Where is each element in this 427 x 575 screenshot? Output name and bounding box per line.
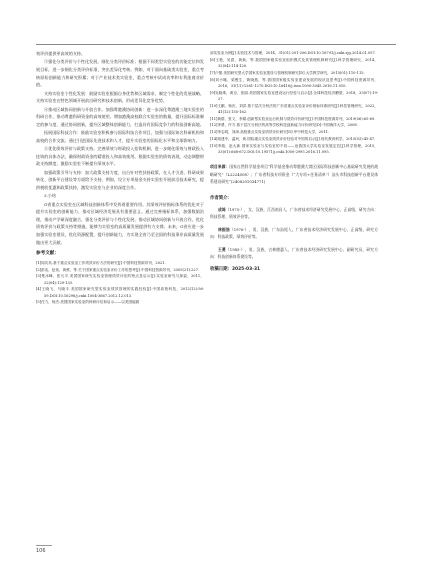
reference-item: [13]李志明，刘涛.高校重点实验室绩效评价研究[D].华中科技大学，2011. [210,130,330,135]
body-paragraph: ③强化分类评价与个性化发展。细化分类评价标准；根据不同类型实验室的功能定位和发展目标，进一步细化分类评价标准，突出差异化考核。例如，对于面向基础类实验室，重点考核原始创新能力和研究积累；对于产业技术类实验室，重点考核中试成功率和专利池商业价值。 [36,59,204,88]
reference-item: [14]周建中，温珂，黄.国际重点实验室绩效评价经验对中国的启示[J].现代教育科学，2015(03):45-47. [210,136,376,141]
body-paragraph: 加强政策引导与支持：加大政策支持力度，出台针对性扶持政策，在人才引进、科研成果转化、创新平台建设等方面给予支持。例如，设立专项基金支持实验室开展前沿技术研究，提供税收优惠和政策扶持，激发实验室与企业的深度合作。 [36,169,204,190]
fund-text: 国家自然科学基金项目“科学基金推动粤港澳大湾区国际科技创新中心基础研究发展的战略研究”（L2224008）；广东省科技专项资金（“大专项+任务清单”）汕头市科技创新平台建设体系建设研究“(2408201034771) [210,164,378,184]
fund-label: 项目来源： [210,164,230,170]
author-bio [210,246,378,261]
fund-source [210,163,378,185]
authors-heading: 作者简介： [210,196,232,202]
references-heading: 参考文献： [36,251,59,257]
reference-item: [3]楚冰峰，张凡平.美国国家研究实验室管理绩效评估的特点及启示[J].实验室研究与探索，2011，22(04):129-133. [36,274,204,285]
body-paragraph: 拓展国际科技合作：鼓励实验室积极参与国际科技合作项目，加强与国际知名科研机构和高校的合作交流。通过引进国际先进技术和人才，提升实验室的国际化水平和全球影响力。 [36,130,204,143]
reference-item: [4]王晓飞，马晓丰.美国国家研究型实验室绩效管理的实践经验[J].中国高校科技，2012(12):56-59.DOI:10.16298/j.cnki.1004-3667.2012.12.013. [36,287,204,298]
received-value: 2025-03-31 [231,267,261,273]
body-paragraph: 效评价提供更高效的支持。 [36,51,86,56]
footer-rule [36,545,52,546]
author-name: 林振浩 [218,226,230,232]
author-bio [210,226,378,241]
left-column [36,50,204,306]
page-number: 106 [36,548,46,554]
body-paragraph: G省重点实验室在区域科技创新体系中发挥着重要作用。其绩效评价指标体系的优化对于提升实验室的创新能力、推动区域经济发展具有重要意义。通过完善指标体系，加强数据治理，推动产学研深度融合，强化分类评价与个性化发展，推动区域协同创新与开放合作，优化绩效评价与政策支持等措施，能够为实验室的高质量发展提供有力支撑。未来，G省应进一步加强实验室建设，优化资源配置，提升创新能力，为实现全省乃至全国的科技事业高质量发展做出更大贡献。 [36,201,204,245]
reference-item: [1]周功英.基于重点实验室工作绩效评价方法的研究[J].中国科技资源导刊，2021. [36,260,166,265]
body-paragraph: 支持实验室个性化发展：鼓励实验室根据自身优势和区域需求，制定个性化的发展战略。支持实验室在特色领域开展前沿研究和技术创新，形成差异化竞争优势。 [36,90,204,104]
reference-item: [2]彭洁，赵伟，黄维，等.关于国家重点实验室评价工作的思考[J].中国科技资源导刊，2005(21):227. [36,267,200,272]
reference-item: [15]李瑞，赵大新.国家实验室与实验室的不同——论我国大学实验室发展定位[J].科学管理，2015，33(01):668-672.DOI:10.19571/j.cnki.1000-2995.2016.11.095. [210,143,378,154]
reference-item: 部实验室为例[J].实验技术与管理，2014，31(01):201-206.DOI:10.16791/j.cnki.sjg.2014.01.057. [210,51,376,55]
section-heading: 3.小结 [44,193,57,199]
reference-item: [7]卢蕾.美国研究型大学国家实验室建设与管理机制研究[D].大学教学研究，2015(01):110-115. [210,70,365,75]
reference-item: [12]李勇，许方.基于层次分析法的高等学校科技创新能力评价研究[D].中国海洋大学，2008. [210,123,358,128]
right-column [210,50,378,274]
author-text: （1985-），男，汉族，吉林德惠人，广东省技术经济研究发展中心，副研究员，研究方向：科技创新体系建设等。 [210,246,379,260]
reference-item: [9]吴晓珠，黄京，张丽.美国国家实验室建设运行经验与启示[J].全球科技经济瞭望，2018，33(07):19-27. [210,90,378,101]
author-name: 成绮 [218,207,226,212]
body-paragraph: ④推动区域协同创新与开放合作。加强粤港澳协同创新：进一步深化粤港澳三地实验室的科研合作，推动粤港科研资金的高效使用。增加港澳高校联合实验室的数量，提升国际标准制定的参与度，通过协同创新，提升区域整体创新能力，打造具有国际竞争力的科技创新高地。 [36,106,204,127]
author-name: 王勇 [218,246,226,252]
body-paragraph: ⑤优化绩效评价与政策支持。完善绩效与财政投入挂钩机制，进一步细化绩效与财政投入挂钩的具体办法，确保财政资金的精准投入和高效使用。根据实验室的绩效表现，动态调整财政支持额度，激励实验室不断提升绩效水平。 [36,146,204,167]
header-rule [36,44,396,45]
author-text: （1975-），女，汉族，江西南昌人，广东省技术经济研究发展中心，正高级，研究方向：科技管理、绩效评价等。 [210,207,379,220]
received-date [210,266,378,274]
reference-item: [5]任力，杨杰.美国国家实验室的科研评估和启示——以美国能源 [36,300,140,305]
received-label: 收稿日期： [210,267,232,273]
reference-item: [6]王艳，吴碧，黄新，等.我国国家级实验室组织模式及其管理机制研究[J].科学管理研究，2014，32(04):114-120. [210,57,378,68]
author-text: （1976-），男，汉族，广东汕尾人，广东省技术经济研究发展中心，正高级，研究方向：科技政策、绩效评价等。 [210,226,379,240]
reference-item: [11]黄群，张义，李娟.创新型实验室运行机制与绩效评价研究[J].中国科技资源导刊，2019(06):65-69. [210,116,376,121]
reference-item: [8]刘小娜，梁俊生，黄晓燕，等.我国国家级实验室建设发展的现状及思考[J].中国科技资源导刊，2016，31(11):1261-1270.DOI:10.16418/j.issn.1000-3045.2016.11.010. [210,77,378,88]
author-bio [210,206,378,221]
reference-item: [10]王鹏，杨庆，刘洪.基于层次分析法的广东省重点实验室评价指标体系研究[J].科技管理研究，2022，41(12):155-162. [210,103,378,114]
